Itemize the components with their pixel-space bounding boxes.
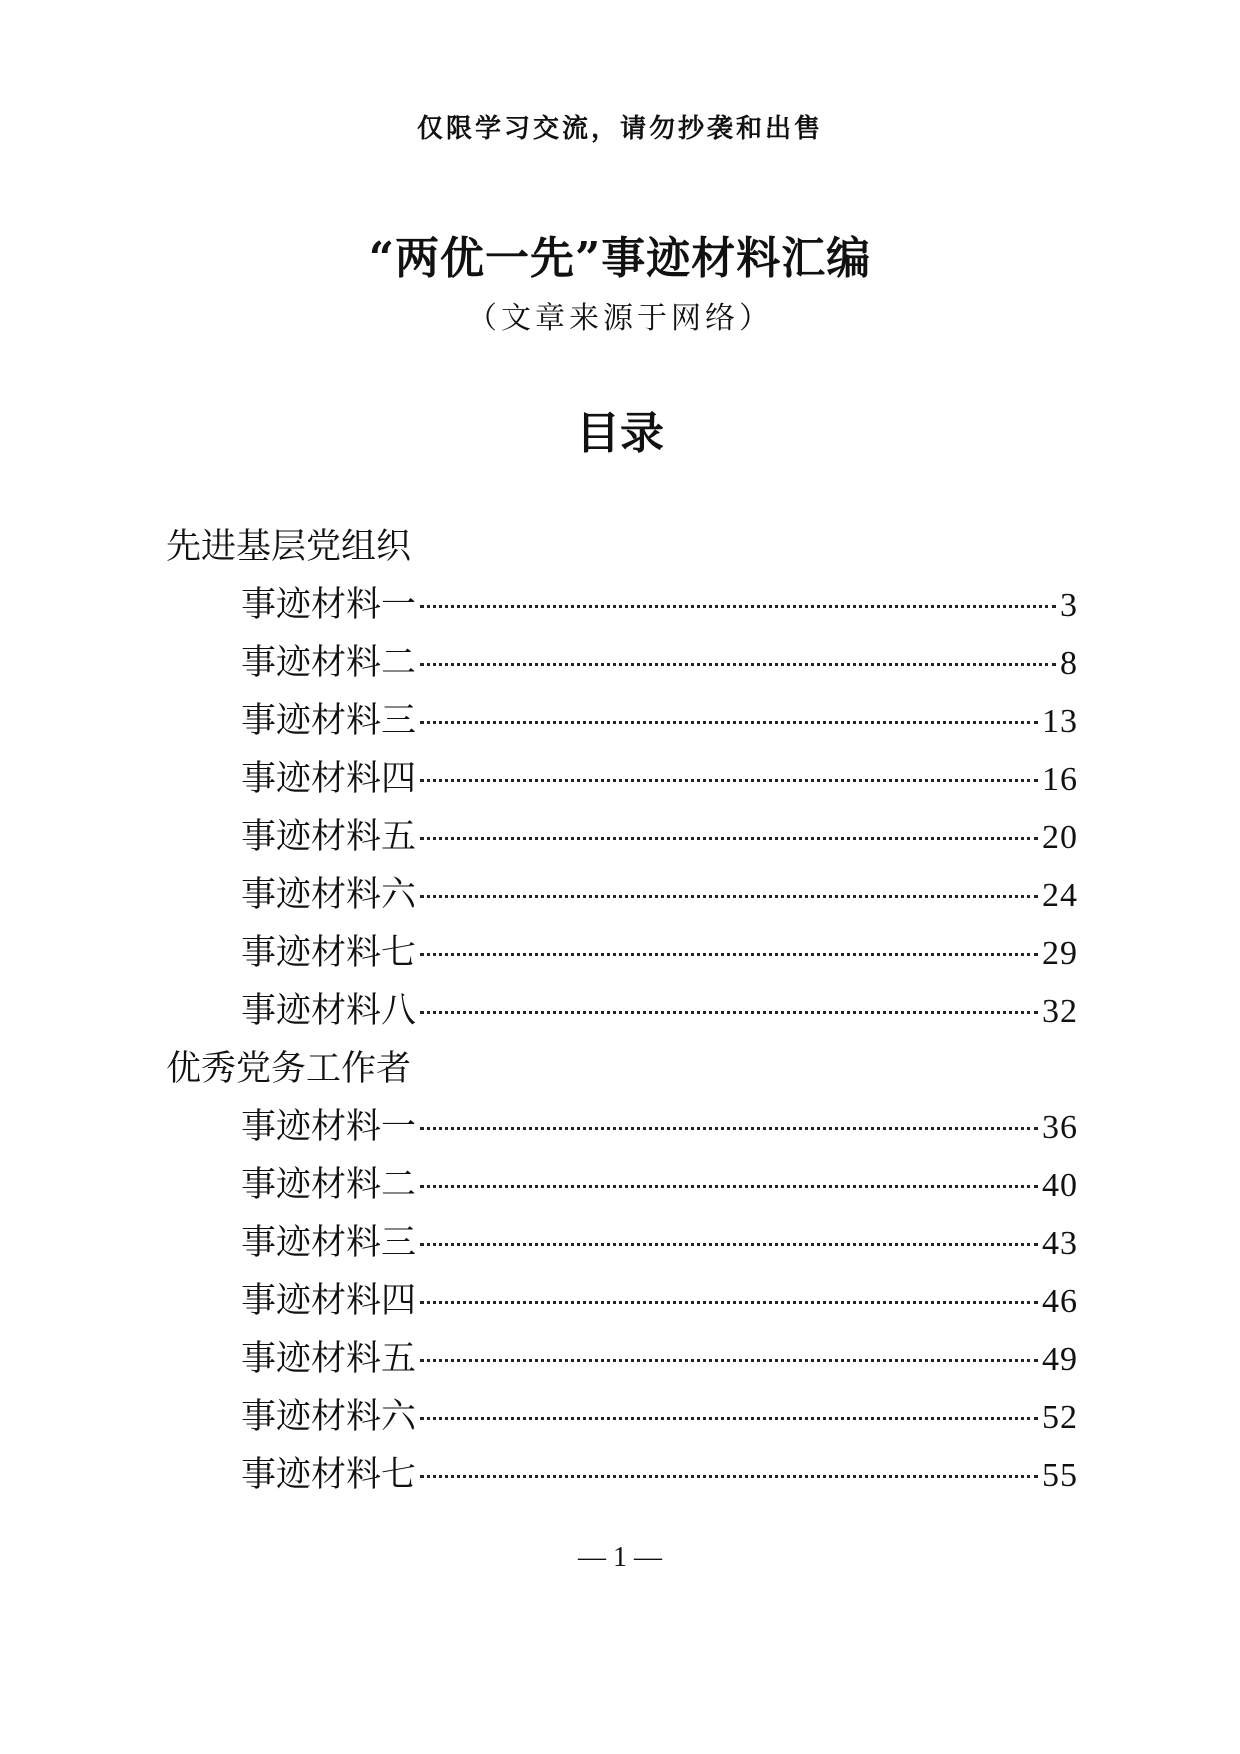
toc-leader-dots xyxy=(420,895,1038,898)
table-of-contents xyxy=(166,518,1078,1504)
toc-item-label: 事迹材料六 xyxy=(241,1397,417,1437)
toc-item-page: 29 xyxy=(1042,935,1078,972)
toc-item-page: 3 xyxy=(1060,587,1078,624)
toc-item-label: 事迹材料四 xyxy=(241,1281,417,1321)
toc-item-page: 13 xyxy=(1042,703,1078,740)
toc-item-page: 43 xyxy=(1042,1225,1078,1262)
toc-item-label: 事迹材料三 xyxy=(241,1223,417,1263)
toc-item-page: 52 xyxy=(1042,1399,1078,1436)
toc-leader-dots xyxy=(420,1011,1038,1014)
toc-item[interactable] xyxy=(241,576,1078,634)
toc-item[interactable] xyxy=(241,808,1078,866)
toc-item[interactable] xyxy=(241,1330,1078,1388)
toc-item-page: 36 xyxy=(1042,1109,1078,1146)
toc-item-label: 事迹材料四 xyxy=(241,759,417,799)
toc-item-label: 事迹材料五 xyxy=(241,1339,417,1379)
toc-item-label: 事迹材料八 xyxy=(241,991,417,1031)
toc-leader-dots xyxy=(420,1475,1038,1478)
toc-leader-dots xyxy=(420,1185,1038,1188)
toc-leader-dots xyxy=(420,721,1038,724)
toc-item-label: 事迹材料七 xyxy=(241,1455,417,1495)
toc-item[interactable] xyxy=(241,1214,1078,1272)
toc-leader-dots xyxy=(420,1359,1038,1362)
toc-item-label: 事迹材料三 xyxy=(241,701,417,741)
toc-item[interactable] xyxy=(241,1446,1078,1504)
toc-item[interactable] xyxy=(241,1388,1078,1446)
toc-item[interactable] xyxy=(241,692,1078,750)
page-number: — 1 — xyxy=(578,1542,662,1573)
toc-item-label: 事迹材料一 xyxy=(241,1107,417,1147)
toc-item-label: 事迹材料六 xyxy=(241,875,417,915)
toc-item[interactable] xyxy=(241,866,1078,924)
toc-item-page: 20 xyxy=(1042,819,1078,856)
toc-item-label: 事迹材料二 xyxy=(241,643,417,683)
toc-item-page: 8 xyxy=(1060,645,1078,682)
toc-item-label: 事迹材料五 xyxy=(241,817,417,857)
toc-leader-dots xyxy=(420,1243,1038,1246)
toc-leader-dots xyxy=(420,779,1038,782)
document-subtitle: （文章来源于网络） xyxy=(467,301,773,336)
toc-item-page: 46 xyxy=(1042,1283,1078,1320)
toc-leader-dots xyxy=(420,1127,1038,1130)
toc-item-page: 40 xyxy=(1042,1167,1078,1204)
toc-item[interactable] xyxy=(241,634,1078,692)
toc-item-page: 24 xyxy=(1042,877,1078,914)
toc-item[interactable] xyxy=(241,924,1078,982)
toc-leader-dots xyxy=(420,953,1038,956)
toc-group xyxy=(166,1040,1078,1504)
toc-leader-dots xyxy=(420,837,1038,840)
toc-leader-dots xyxy=(420,663,1056,666)
toc-item[interactable] xyxy=(241,1272,1078,1330)
toc-item[interactable] xyxy=(241,1156,1078,1214)
toc-item-page: 16 xyxy=(1042,761,1078,798)
toc-item-page: 32 xyxy=(1042,993,1078,1030)
toc-leader-dots xyxy=(420,605,1056,608)
toc-item-page: 55 xyxy=(1042,1457,1078,1494)
toc-group-title: 优秀党务工作者 xyxy=(166,1049,412,1089)
toc-item-label: 事迹材料一 xyxy=(241,585,417,625)
toc-item[interactable] xyxy=(241,750,1078,808)
toc-item-label: 事迹材料七 xyxy=(241,933,417,973)
toc-item-page: 49 xyxy=(1042,1341,1078,1378)
toc-item[interactable] xyxy=(241,1098,1078,1156)
toc-group xyxy=(166,518,1078,1040)
document-title: “两优一先”事迹材料汇编 xyxy=(368,233,872,284)
toc-leader-dots xyxy=(420,1417,1038,1420)
header-note: 仅限学习交流，请勿抄袭和出售 xyxy=(416,114,823,144)
toc-leader-dots xyxy=(420,1301,1038,1304)
toc-group-title: 先进基层党组织 xyxy=(166,527,412,567)
toc-item-label: 事迹材料二 xyxy=(241,1165,417,1205)
toc-item[interactable] xyxy=(241,982,1078,1040)
toc-heading: 目录 xyxy=(576,408,664,459)
